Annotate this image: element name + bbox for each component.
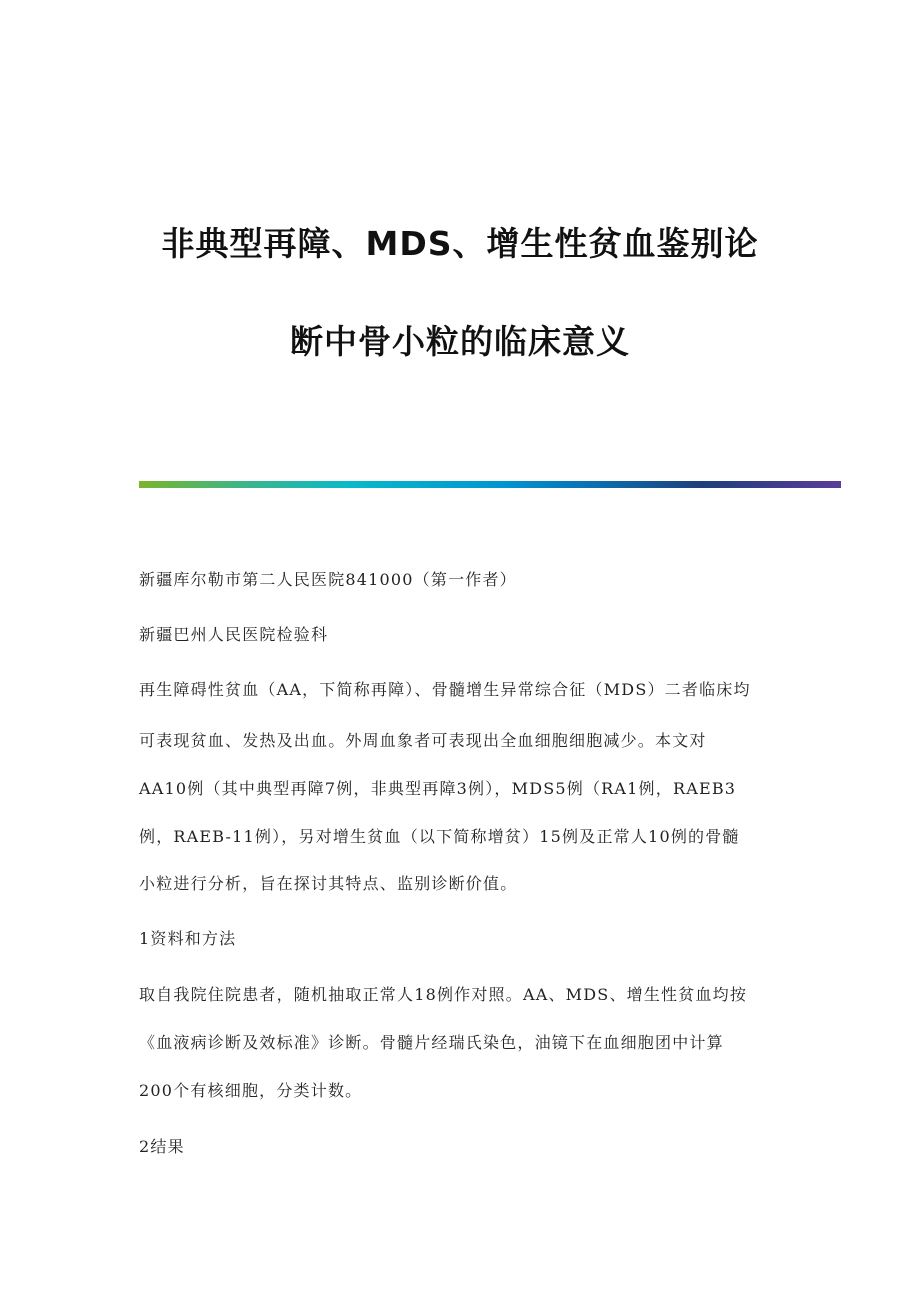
document-title-line-2: 断中骨小粒的临床意义	[290, 322, 630, 361]
section-2-heading: 2结果	[139, 1137, 185, 1156]
abstract-line-5: 小粒进行分析，旨在探讨其特点、监别诊断价值。	[139, 874, 518, 893]
document-title-line-1: 非典型再障、MDS、增生性贫血鉴别论	[161, 224, 759, 263]
abstract-line-4: 例，RAEB-11例），另对增生贫血（以下简称增贫）15例及正常人10例的骨髓	[139, 827, 740, 846]
section-1-line-1: 取自我院住院患者，随机抽取正常人18例作对照。AA、MDS、增生性贫血均按	[139, 985, 748, 1004]
gradient-divider	[139, 481, 841, 488]
abstract-line-2: 可表现贫血、发热及出血。外周血象者可表现出全血细胞细胞减少。本文对	[139, 731, 707, 750]
abstract-line-3: AA10例（其中典型再障7例，非典型再障3例），MDS5例（RA1例，RAEB3	[139, 779, 737, 798]
abstract-line-1: 再生障碍性贫血（AA，下简称再障）、骨髓增生异常综合征（MDS）二者临床均	[139, 680, 751, 699]
affiliation-1: 新疆库尔勒市第二人民医院841000（第一作者）	[139, 570, 517, 589]
section-1-line-2: 《血液病诊断及效标准》诊断。骨髓片经瑞氏染色，油镜下在血细胞团中计算	[139, 1033, 724, 1052]
affiliation-2: 新疆巴州人民医院检验科	[139, 625, 329, 644]
section-1-line-3: 200个有核细胞，分类计数。	[139, 1081, 363, 1100]
section-1-heading: 1资料和方法	[139, 929, 237, 948]
